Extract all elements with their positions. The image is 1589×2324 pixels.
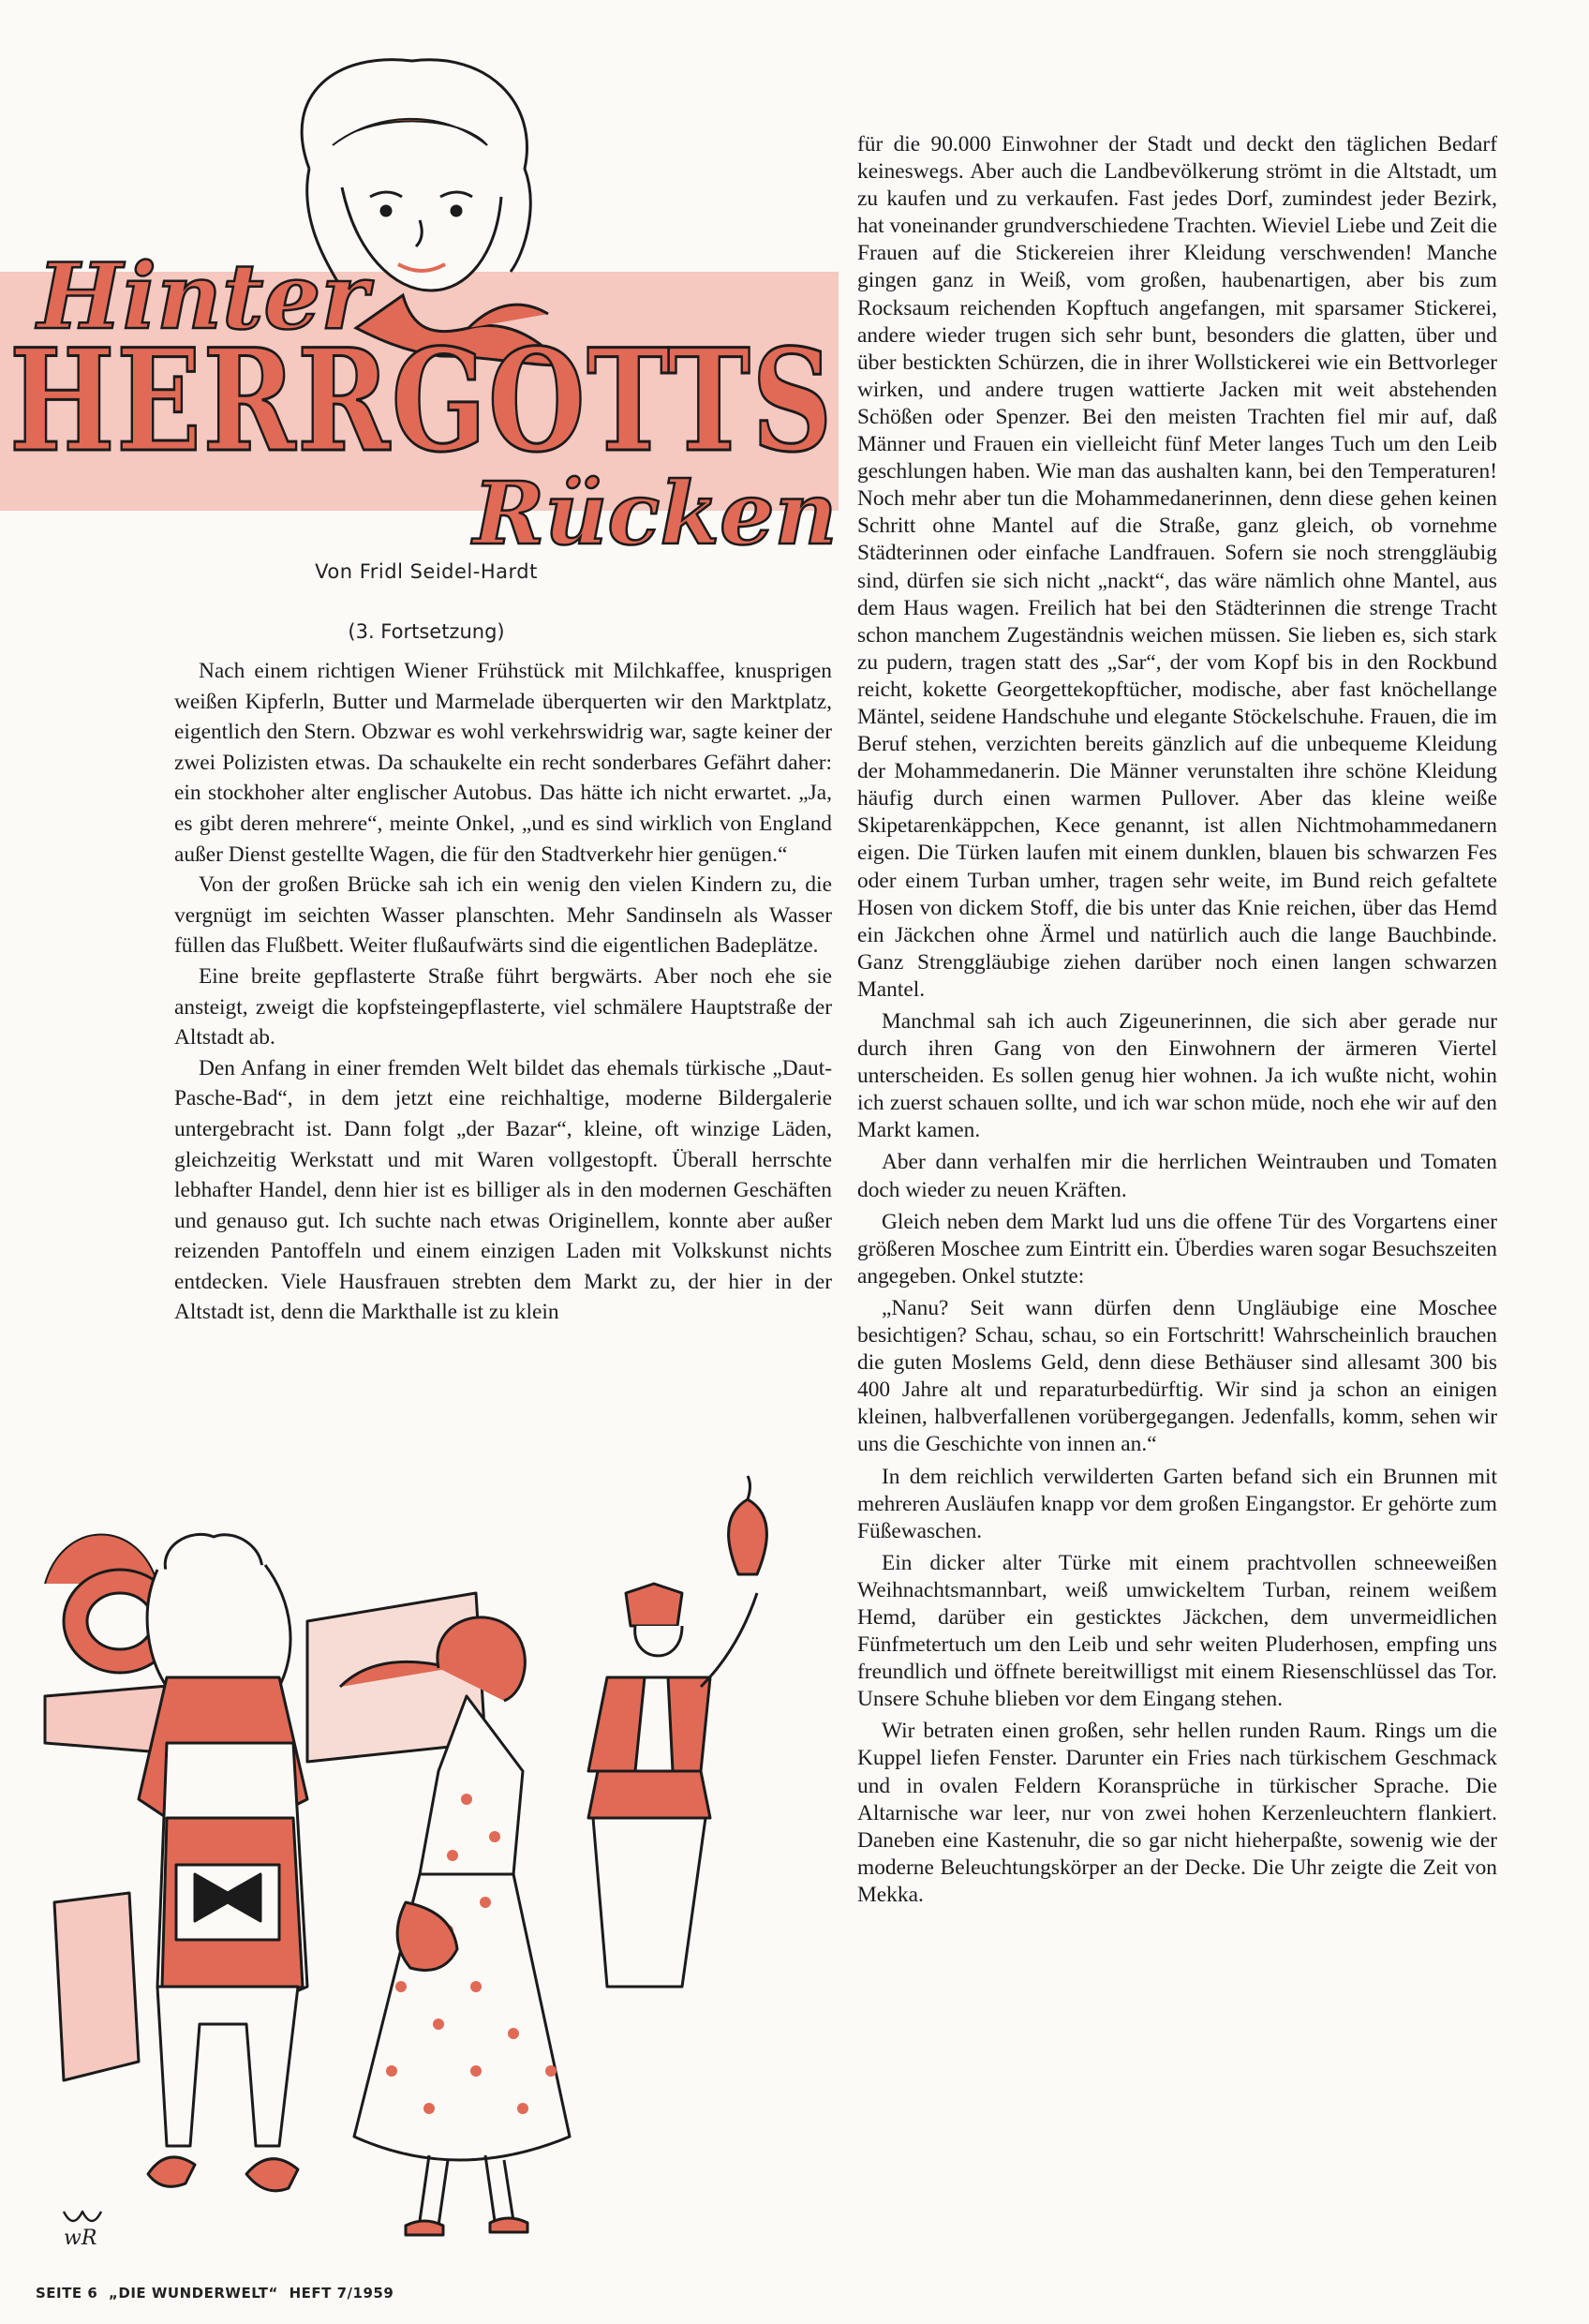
paragraph: Eine breite gepflasterte Straße führt bergwärts. Aber noch ehe sie ansteigt, zweigt die kopfsteingepflasterte, viel schmälere Hauptstraße der Altstadt ab. [174,963,832,1050]
paragraph: Manchmal sah ich auch Zigeunerinnen, die sich aber gerade nur durch ihren Gang von den Einwohnern der ärmeren Viertel unterscheiden. Es sollen genug hier wohnen. Ja ich wußte nicht, wohin ich zuerst schauen sollte, und ich war schon müde, noch ehe wir auf den Markt kamen. [857,1009,1497,1143]
illustration-signature: wR [64,2227,97,2250]
title-svg [0,56,843,564]
paragraph: Den Anfang in einer fremden Welt bildet das ehemals türkische „Daut-Pasche-Bad“, in dem jetzt eine reichhaltige, moderne Bildergalerie untergebracht ist. Dann folgt „der Bazar“, kleine, oft winzige Läden, gleichzeitig Werkstatt und mit Waren vollgestopft. Überall herrschte lebhafter Handel, denn hier ist es billiger als in den modernen Geschäften und genauso gut. Ich suchte nach etwas Originellem, konnte aber außer reizenden Pantoffeln und einem einzigen Laden mit Volkskunst nichts entdecken. Viele Hausfrauen strebten dem Markt zu, der hier in der Altstadt ist, denn die Markthalle ist zu klein [174,1055,832,1325]
paragraph: Wir betraten einen großen, sehr hellen runden Raum. Rings um die Kuppel liefen Fenster. Darunter ein Fries nach türkischem Geschmack und in ovalen Feldern Koransprüche in türkischer Sprache. Die Altarnische war leer, nur von zwei hohen Kerzenleuchtern flankiert. Daneben eine Kastenuhr, die so gar nicht hieherpaßte, sowenig wie der moderne Beleuchtungskörper an der Decke. Die Uhr zeigte die Zeit von Mekka. [857,1719,1497,1907]
footer-issue: HEFT 7/1959 [289,2285,394,2302]
man-with-fez-figure [588,1476,766,1987]
title-artwork [0,56,843,564]
paragraph: „Nanu? Seit wann dürfen denn Ungläubige eine Moschee besichtigen? Schau, schau, so ein Fortschritt! Wahrscheinlich brauchen die guten Moslems Geld, denn diese Bethäuser sind allesamt 300 bis 400 Jahre alt und reparaturbedürftig. Wir sind ja schon an einigen kleinen, halbverfallenen vorübergegangen. Jedenfalls, komm, sehen wir uns die Geschichte von innen an.“ [857,1295,1497,1457]
page-footer [36,2285,399,2302]
paragraph: Aber dann verhalfen mir die herrlichen Weintrauben und Tomaten doch wieder zu neuen Kräften. [857,1150,1497,1202]
author-byline: Von Fridl Seidel-Hardt [315,560,538,583]
paragraph: Ein dicker alter Türke mit einem prachtvollen schneeweißen Weihnachtsmannbart, weiß umwickeltem Turban, reinem weißem Hemd, darüber ein gesticktes Jäckchen, dem unvermeidlichen Fünfmetertuch um den Leib und sehr weiten Pluderhosen, empfing uns freundlich und öffnete bereitwilligst mit einem Riesenschlüssel das Tor. Unsere Schuhe blieben vor dem Eingang stehen. [857,1550,1497,1712]
illustration-svg [26,1462,851,2268]
paragraph: Von der großen Brücke sah ich ein wenig den vielen Kindern zu, die vergnügt im seichten Wasser planschten. Mehr Sandinseln als Wasser füllen das Flußbett. Weiter flußaufwärts sind die eigentlichen Badeplätze. [174,872,832,959]
paragraph: In dem reichlich verwilderten Garten befand sich ein Brunnen mit mehreren Ausläufen knapp vor dem großen Eingangstor. Er gehörte zum Füßewaschen. [857,1464,1497,1543]
paragraph: Nach einem richtigen Wiener Frühstück mit Milchkaffee, knusprigen weißen Kipferln, Butter und Marmelade überquerten wir den Marktplatz, eigentlich den Stern. Obzwar es wohl verkehrswidrig war, sagte keiner der zwei Polizisten etwas. Da schaukelte ein recht sonderbares Gefährt daher: ein stockhoher alter englischer Autobus. Das hätte ich nicht erwartet. „Ja, es gibt deren mehrere“, meinte Onkel, „und es sind wirklich von England außer Dienst gestellte Wagen, die für den Stadtverkehr hier genügen.“ [174,659,832,867]
footer-magazine-name: „DIE WUNDERWELT“ [109,2285,278,2302]
footer-page-number: SEITE 6 [36,2285,98,2302]
title-word-ruecken: Rücken [473,463,838,564]
paragraph: Gleich neben dem Markt lud uns die offene Tür des Vorgartens einer größeren Moschee zum Eintritt ein. Überdies waren sogar Besuchszeiten angegeben. Onkel stutzte: [857,1209,1497,1289]
left-text-column [174,656,832,1328]
title-word-hinter: Hinter [37,244,368,350]
paragraph: für die 90.000 Einwohner der Stadt und deckt den täglichen Bedarf keineswegs. Aber auch die Landbevölkerung strömt in die Altstadt, um zu kaufen und zu verkaufen. Fast jedes Dorf, zumindest jeder Bezirk, hat voneinander grundverschiedene Trachten. Wieviel Liebe und Zeit die Frauen auf die Stickereien ihrer Kleidung verschwenden! Manche gingen ganz in Weiß, vom großen, haubenartigen, aber bis zum Rocksaum reichenden Kopftuch angefangen, mit sparsamer Stickerei, andere wieder trugen sich sehr bunt, besonders die glatten, über und über bestickten Schürzen, die in ihrer Wollstickerei wie ein Bettvorleger wirken, und andere trugen wattierte Jacken mit weit abstehenden Schößen oder Spenzer. Bei den meisten Trachten fiel mir auf, daß Männer und Frauen ein vielleicht fünf Meter langes Tuch um den Leib geschlungen haben. Wie man das aushalten kann, bei den Temperaturen! Noch mehr aber tun die Mohammedanerinnen, denn diese gehen keinen Schritt ohne Mantel auf die Straße, ganz gleich, ob vornehme Städterinnen oder einfache Landfrauen. Sofern sie noch strenggläubig sind, dürfen sie sich nicht „nackt“, das wäre nämlich ohne Mantel, aus dem Haus wagen. Freilich hat bei den Städterinnen die strenge Tracht schon manchem Zugeständnis weichen müssen. Sie lieben es, sich stark zu pudern, tragen statt des „Sar“, der vom Kopf bis in den Rockbund reicht, kokette Georgettekopftücher, modische, aber fast knöchellange Mäntel, seidene Handschuhe und elegante Stöckelschuhe. Frauen, die im Beruf stehen, verzichten bereits gänzlich auf die unbequeme Kleidung der Mohammedanerin. Die Männer verunstalten ihre schöne Kleidung häufig durch einen warmen Pullover. Aber das kleine weiße Skipetarenkäppchen, Kece genannt, ist allen Nichtmohammedanern eigen. Die Türken laufen mit einem dunklen, blauen bis schwarzen Fes oder einem Turban umher, tragen sehr weite, im Bund reich gefaltete Hosen von dickem Stoff, die bis unter das Knie reichen, über das Hemd ein Jäckchen ohne Ärmel und natürlich auch die lange Bauchbinde. Ganz Strenggläubige ziehen darüber noch einen langen schwarzen Mantel. [857,132,1497,1002]
installment-label: (3. Fortsetzung) [348,620,505,643]
market-scene-illustration [26,1462,851,2268]
right-text-column [857,131,1497,1909]
title-word-herrgotts: HERRGOTTS [9,319,834,484]
